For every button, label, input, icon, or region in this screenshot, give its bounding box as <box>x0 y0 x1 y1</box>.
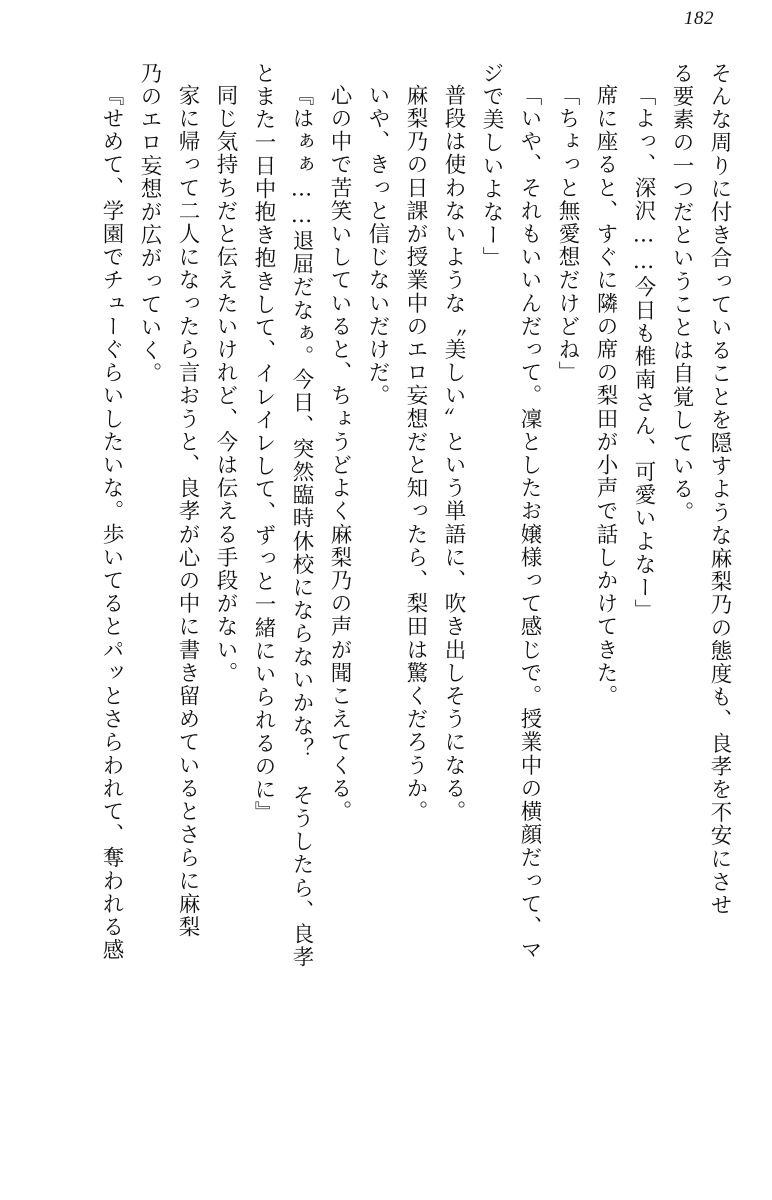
text-line: そんな周りに付き合っていることを隠すような麻梨乃の態度も、良孝を不安にさせ <box>707 62 732 917</box>
text-line: 「ちょっと無愛想だけどね」 <box>555 84 580 385</box>
text-line: 普段は使わないような〝美しい〟という単語に、吹き出しそうになる。 <box>441 84 466 824</box>
text-line: 『せめて、学園でチューぐらいしたいな。歩いてるとパッとさらわれて、奪われる感 <box>99 84 124 962</box>
vertical-text-body <box>36 62 738 1170</box>
text-line: 「よっ、深沢……今日も椎南さん、可愛いよなー」 <box>631 84 656 623</box>
text-line: 心の中で苦笑いしていると、ちょうどよく麻梨乃の声が聞こえてくる。 <box>327 84 352 824</box>
text-line: 乃のエロ妄想が広がっていく。 <box>137 62 162 386</box>
text-line: いや、きっと信じないだけだ。 <box>365 84 390 408</box>
text-line: 同じ気持ちだと伝えたいけれど、今は伝える手段がない。 <box>213 84 238 685</box>
text-line: 席に座ると、すぐに隣の席の梨田が小声で話しかけてきた。 <box>593 84 618 708</box>
text-line: 「いや、それもいいんだって。凜としたお嬢様って感じで。授業中の横顔だって、マ <box>517 84 542 962</box>
text-line: とまた一日中抱き抱きして、イレイレして、ずっと一緒にいられるのに』 <box>251 62 276 825</box>
text-line: 『はぁぁ……退屈だなぁ。今日、突然臨時休校にならないかな？ そうしたら、良孝 <box>289 84 314 969</box>
text-line: 麻梨乃の日課が授業中のエロ妄想だと知ったら、梨田は驚くだろうか。 <box>403 84 428 824</box>
text-line: 家に帰って二人になったら言おうと、良孝が心の中に書き留めているとさらに麻梨 <box>175 84 200 939</box>
text-line: る要素の一つだということは自覚している。 <box>669 62 694 524</box>
page-number: 182 <box>684 8 714 29</box>
text-line: ジで美しいよなー」 <box>479 62 504 270</box>
